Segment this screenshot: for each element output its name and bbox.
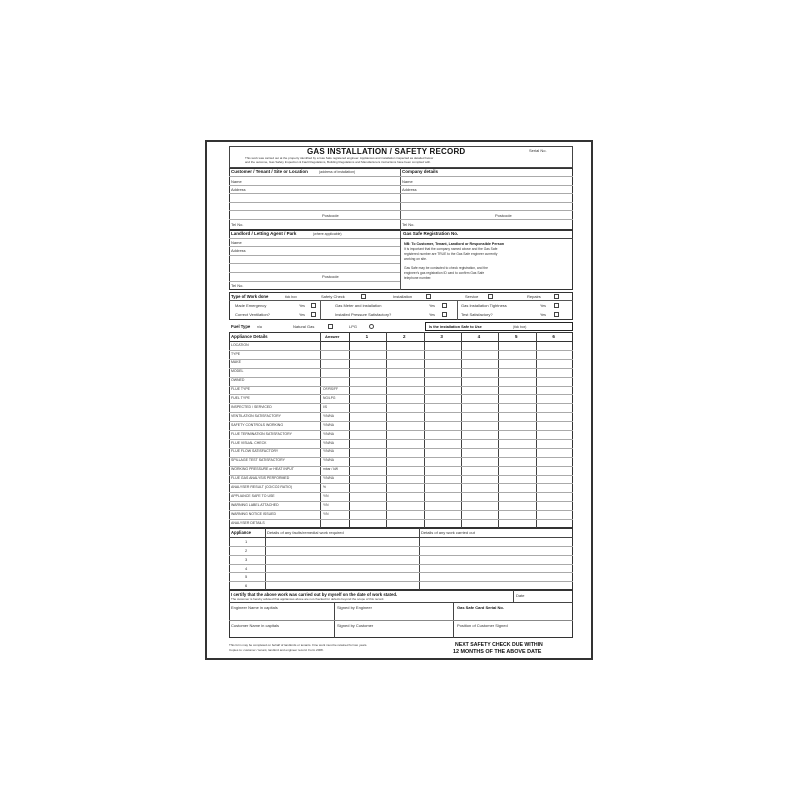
- customer-tel-label: Tel No.: [231, 222, 244, 227]
- customer-name-label: Name: [231, 179, 242, 184]
- table-row-label: FLUE GAS ANALYSIS PERFORMED: [231, 476, 290, 481]
- landlord-heading: Landlord / Letting Agent / Park: [231, 231, 297, 236]
- work-type-note: tick box: [285, 295, 297, 299]
- table-row-label: VENTILATION SATISFACTORY: [231, 413, 281, 418]
- table-row-label: ANALYSER RESULT (CO/CO2 RATIO): [231, 485, 293, 490]
- company-postcode-label: Postcode: [495, 213, 512, 218]
- safe-to-use-note: (tick box): [513, 324, 527, 329]
- faults-defects-label: Details of any faults/remedial work required: [267, 530, 344, 535]
- work-option-repairs: Repairs: [527, 294, 541, 299]
- customer-address-label: Address: [231, 187, 246, 192]
- table-row-answer: OF/RS/FF: [323, 387, 339, 392]
- gas-safety-record-form: [205, 140, 593, 660]
- table-row-divider: [229, 377, 573, 378]
- service-checkbox[interactable]: [488, 294, 493, 299]
- serial-label: Serial No.: [529, 148, 547, 153]
- landlord-name-label: Name: [231, 240, 242, 245]
- customer-heading: Customer / Tenant / Site or Location: [231, 169, 308, 174]
- certify-text: I certify that the above work was carried out by myself on the date of work stated.: [231, 592, 398, 597]
- table-row-divider: [229, 394, 573, 395]
- faults-appliance-label: Appliance: [231, 530, 252, 535]
- faults-actions-label: Details of any work carried out: [421, 530, 475, 535]
- made-emergency-checkbox[interactable]: [311, 303, 316, 308]
- fault-row-number: 1: [245, 539, 248, 544]
- safety-check-checkbox[interactable]: [361, 294, 366, 299]
- fault-row-number: 6: [245, 583, 248, 589]
- footer-note-1: This form may be completed on behalf of landlords or tenants. Fine work must be retained for two years.: [229, 643, 368, 647]
- gas-safe-id-label: Gas Safe Card Serial No.: [457, 605, 504, 610]
- gas-tightness-ans: Yes: [540, 304, 546, 308]
- made-emergency-ans: Yes: [299, 304, 305, 308]
- work-option-safety-check: Safety Check: [321, 294, 345, 299]
- table-row-divider: [229, 439, 573, 440]
- correct-ventilation-label: Correct Ventilation?: [235, 312, 270, 317]
- column-header-2: 2: [403, 334, 406, 339]
- table-row-label: INSPECTED / SERVICED: [231, 404, 272, 409]
- certify-date-label: Date: [516, 593, 525, 598]
- customer-company-box: [229, 168, 573, 230]
- column-header-6: 6: [552, 334, 555, 339]
- work-option-installation: Installation: [393, 294, 413, 299]
- signed-engineer-label: Signed by Engineer: [337, 605, 372, 610]
- table-row-label: FLUE TYPE: [231, 387, 250, 392]
- correct-ventilation-checkbox[interactable]: [311, 312, 316, 317]
- landlord-postcode-label: Postcode: [322, 274, 339, 279]
- fault-row-number: 4: [245, 565, 248, 571]
- customer-heading-note: (address of installation): [319, 170, 356, 174]
- company-name-label: Name: [402, 179, 413, 184]
- table-row-label: SPILLAGE TEST SATISFACTORY: [231, 458, 285, 463]
- installation-checkbox[interactable]: [426, 294, 431, 299]
- column-header-1: 1: [365, 334, 369, 339]
- footer-note-2: Copies to: customer / tenant, landlord and engineer record. Form 2008.: [229, 648, 324, 652]
- fault-row-number: 2: [245, 547, 248, 553]
- table-row-answer: Y/N/NA: [323, 413, 334, 418]
- table-row-answer: Y/N: [323, 502, 329, 507]
- gas-tightness-label: Gas Installation Tightness: [461, 303, 507, 308]
- table-row-divider: [229, 386, 573, 387]
- next-check-line-1: NEXT SAFETY CHECK DUE WITHIN: [455, 642, 543, 648]
- gas-safe-note-1: It is important that the company named above and the Gas Safe: [404, 247, 498, 251]
- work-type-label: Type of Work done: [231, 294, 269, 299]
- gas-safe-reg-label: Gas Safe Registration No.: [403, 231, 459, 236]
- gas-safe-note-2: registered number are TRUE to the Gas Safe engineer currently: [404, 252, 498, 256]
- fault-row-divider: [229, 581, 573, 582]
- certify-subtext: The customer is hereby advised that appliances above are not checked for defects beyond the scope of this record.: [231, 597, 385, 601]
- appliance-details-header: Appliance Details: [231, 334, 268, 339]
- gas-safe-note-heading: NB: To Customer, Tenant, Landlord or Responsible Person: [404, 242, 505, 246]
- installed-pressure-checkbox[interactable]: [442, 312, 447, 317]
- table-row-answer: Y/N/NA: [323, 458, 334, 463]
- table-row-label: MAKE: [231, 360, 241, 365]
- column-header-3: 3: [440, 334, 443, 339]
- table-row-answer: Y/N: [323, 511, 329, 516]
- table-row-divider: [229, 359, 573, 360]
- fuel-type-label: Fuel Type: [231, 324, 251, 329]
- customer-postcode-label: Postcode: [322, 213, 339, 218]
- fault-row-divider: [229, 564, 573, 565]
- fuel-type-note: n/a: [257, 325, 262, 329]
- table-row-label: MODEL: [231, 369, 244, 374]
- fault-row-number: 5: [245, 574, 248, 580]
- gas-safe-note-3: working on site.: [404, 257, 427, 261]
- table-row-answer: Y/N/NA: [323, 431, 334, 436]
- table-row-divider: [229, 350, 573, 351]
- next-check-line-2: 12 MONTHS OF THE ABOVE DATE: [453, 649, 542, 655]
- fault-row-divider: [229, 572, 573, 573]
- table-row-answer: I/S: [323, 404, 328, 409]
- table-row-label: OWNED: [231, 378, 245, 383]
- engineer-name-label: Engineer Name in capitals: [231, 605, 278, 610]
- table-row-divider: [229, 492, 573, 493]
- fault-row-divider: [229, 546, 573, 547]
- table-row-label: SAFETY CONTROLS WORKING: [231, 422, 284, 427]
- customer-name-caps-label: Customer Name in capitals: [231, 623, 280, 628]
- fault-row-number: 3: [245, 556, 248, 562]
- test-satisfactory-ans: Yes: [540, 313, 546, 317]
- fuel-lpg-label: LPG: [349, 324, 358, 329]
- table-row-label: FUEL TYPE: [231, 396, 250, 401]
- table-row-divider: [229, 368, 573, 369]
- table-row-answer: Y/N/NA: [323, 449, 334, 454]
- table-row-label: LOCATION: [231, 342, 249, 347]
- gas-meter-label: Gas Meter and installation: [335, 303, 382, 308]
- table-row-answer: NG/LPG: [323, 396, 336, 401]
- table-row-label: WARNING NOTICE ISSUED: [231, 511, 276, 516]
- table-row-answer: Y/N/NA: [323, 476, 334, 481]
- lpg-checkbox[interactable]: [369, 324, 374, 329]
- table-row-divider: [229, 519, 573, 520]
- table-row-divider: [229, 403, 573, 404]
- customer-position-label: Position of Customer Signed: [457, 623, 508, 628]
- landlord-heading-note: (where applicable): [313, 232, 342, 236]
- table-row-answer: Y/N/NA: [323, 422, 334, 427]
- test-satisfactory-label: Test Satisfactory?: [461, 312, 493, 317]
- table-row-answer: Y/N/NA: [323, 440, 334, 445]
- gas-meter-ans: Yes: [429, 304, 435, 308]
- table-row-label: ANALYSER DETAILS: [231, 520, 265, 525]
- landlord-address-label: Address: [231, 248, 246, 253]
- column-header-5: 5: [515, 334, 518, 339]
- installed-pressure-ans: Yes: [429, 313, 435, 317]
- table-row-answer: Y/N: [323, 493, 329, 498]
- company-tel-label: Tel No.: [402, 222, 415, 227]
- table-row-label: FLUE FLOW SATISFACTORY: [231, 449, 279, 454]
- table-row-divider: [229, 501, 573, 502]
- made-emergency-label: Made Emergency: [235, 303, 267, 308]
- test-satisfactory-checkbox[interactable]: [554, 312, 559, 317]
- work-option-service: Service: [465, 294, 479, 299]
- intro-line-2: and the outcome, Gas Safety Inspection & Fault Regulations, Building Regulations and Manufacturers instructions have been complied with.: [245, 160, 431, 164]
- company-heading: Company details: [402, 169, 439, 174]
- column-header-4: 4: [477, 334, 481, 339]
- table-row-divider: [229, 510, 573, 511]
- table-row-label: FLUE VISUAL CHECK: [231, 440, 267, 445]
- gas-safe-note-5: engineer's gas registration ID card to confirm Gas Safe: [404, 271, 485, 275]
- table-row-answer: mbar / kW: [323, 467, 339, 472]
- intro-line-1: This work was carried out at the property identified by a Gas Safe registered engineer. Appliances and installation inspected as detailed below: [245, 156, 434, 160]
- table-row-answer: %: [323, 485, 326, 490]
- table-row-label: WARNING LABEL ATTACHED: [231, 502, 279, 507]
- signed-customer-label: Signed by Customer: [337, 623, 374, 628]
- natural-gas-checkbox[interactable]: [328, 324, 333, 329]
- landlord-tel-label: Tel No.: [231, 283, 244, 288]
- table-row-label: APPLIANCE SAFE TO USE: [231, 493, 275, 498]
- fault-row-divider: [229, 555, 573, 556]
- repairs-checkbox[interactable]: [554, 294, 559, 299]
- correct-ventilation-ans: Yes: [299, 313, 305, 317]
- answer-header: Answer: [325, 334, 340, 339]
- table-row-label: TYPE: [231, 351, 241, 356]
- form-title: GAS INSTALLATION / SAFETY RECORD: [307, 147, 466, 156]
- safe-to-use-question: Is the installation Safe to Use: [429, 324, 482, 329]
- company-address-label: Address: [402, 187, 417, 192]
- table-row-label: WORKING PRESSURE or HEAT INPUT: [231, 467, 294, 472]
- gas-meter-checkbox[interactable]: [442, 303, 447, 308]
- installed-pressure-label: Installed Pressure Satisfactory?: [335, 312, 392, 317]
- table-row-label: FLUE TERMINATION SATISFACTORY: [231, 431, 292, 436]
- gas-tightness-checkbox[interactable]: [554, 303, 559, 308]
- gas-safe-note-6: telephone number.: [404, 276, 432, 280]
- table-row-divider: [229, 448, 573, 449]
- gas-safe-note-4: Gas Safe may be contacted to check registration, and the: [404, 266, 488, 270]
- fuel-natural-gas-label: Natural Gas: [293, 324, 315, 329]
